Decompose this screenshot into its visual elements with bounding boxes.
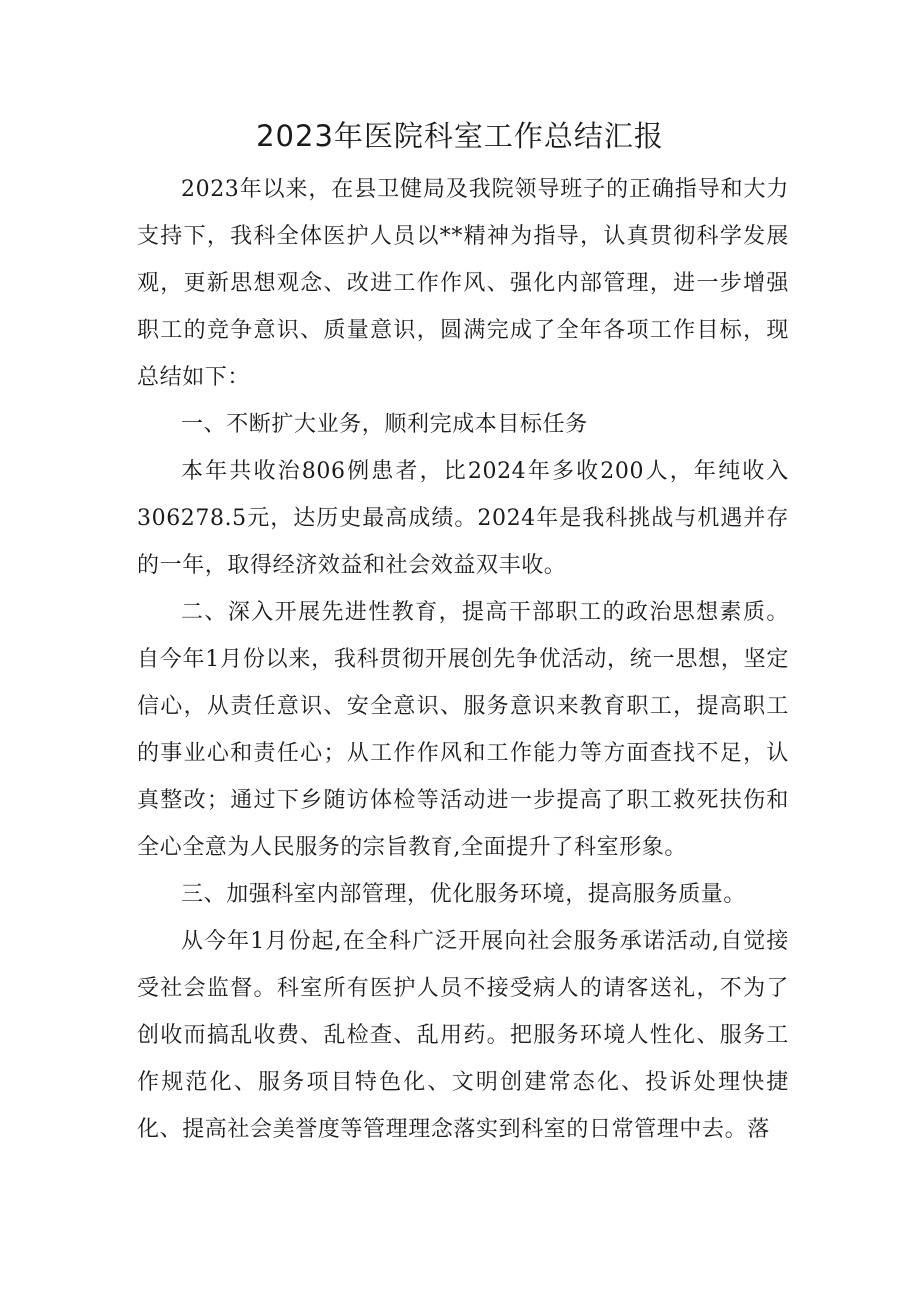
- document-body: [137, 166, 789, 1153]
- document-title: 2023年医院科室工作总结汇报: [256, 119, 664, 153]
- paragraph-section-1: 本年共收治806例患者，比2024年多收200人，年纯收入306278.5元，达历史最高成绩。2024年是我科挑战与机遇并存的一年，取得经济效益和社会效益双丰收。: [137, 459, 789, 578]
- section-heading-1: 一、不断扩大业务，顺利完成本目标任务: [181, 412, 588, 437]
- section-heading-2: 二、深入开展先进性教育，提高干部职工的政治思想素质。自今年1月份以来，我科贯彻开展创先争优活动，统一思想，坚定信心，从责任意识、安全意识、服务意识来教育职工，提高职工的事业心和责任心；从工作作风和工作能力等方面查找不足，认真整改；通过下乡随访体检等活动进一步提高了职工救死扶伤和全心全意为人民服务的宗旨教育,全面提升了科室形象。: [137, 600, 789, 860]
- paragraph-section-3: 从今年1月份起,在全科广泛开展向社会服务承诺活动,自觉接受社会监督。科室所有医护人员不接受病人的请客送礼，不为了创收而搞乱收费、乱检查、乱用药。把服务环境人性化、服务工作规范化、服务项目特色化、文明创建常态化、投诉处理快捷化、提高社会美誉度等管理理念落实到科室的日常管理中去。落: [137, 929, 789, 1142]
- paragraph-intro: 2023年以来，在县卫健局及我院领导班子的正确指导和大力支持下，我科全体医护人员以**精神为指导，认真贯彻科学发展观，更新思想观念、改进工作作风、强化内部管理，进一步增强职工的竞争意识、质量意识，圆满完成了全年各项工作目标，现总结如下：: [137, 177, 789, 390]
- section-heading-3: 三、加强科室内部管理，优化服务环境，提高服务质量。: [181, 882, 747, 907]
